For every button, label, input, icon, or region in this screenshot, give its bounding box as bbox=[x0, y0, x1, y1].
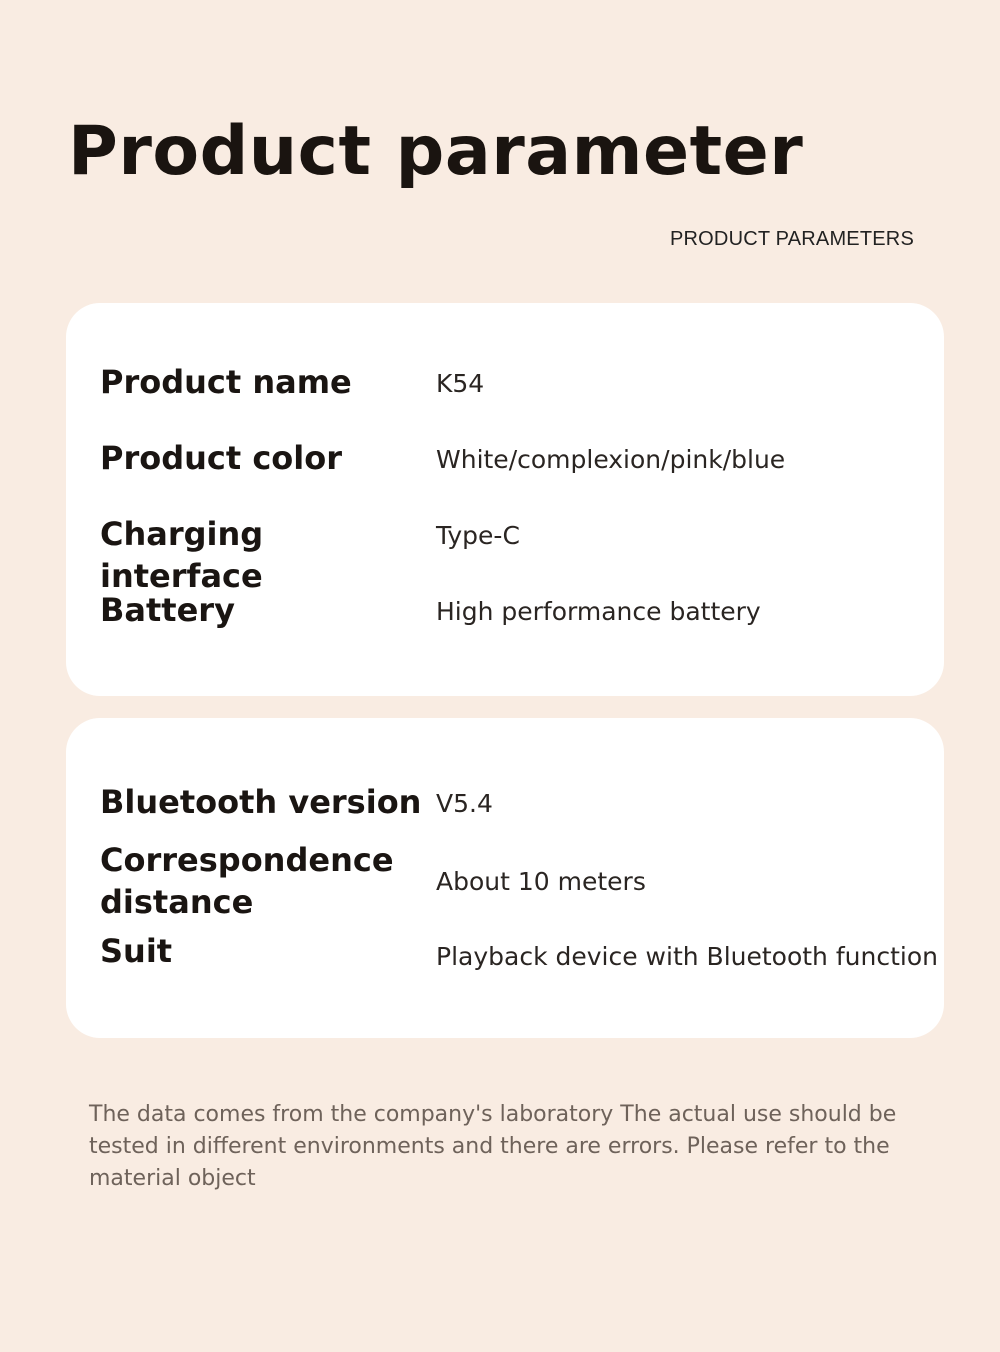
page-title: Product parameter bbox=[68, 112, 804, 191]
parameter-card-basic bbox=[66, 303, 944, 696]
disclaimer-footnote: The data comes from the company's laboratory The actual use should be tested in different environments and there are errors. Please refer to the material object bbox=[89, 1102, 897, 1191]
parameter-value: About 10 meters bbox=[436, 867, 646, 896]
parameter-label: Correspondence distance bbox=[100, 841, 394, 921]
page-subtitle: PRODUCT PARAMETERS bbox=[669, 228, 914, 250]
parameter-label: Product name bbox=[100, 363, 352, 401]
parameter-label: Battery bbox=[100, 591, 235, 629]
parameter-card-connectivity bbox=[66, 718, 944, 1038]
parameter-value: Playback device with Bluetooth function bbox=[436, 942, 938, 971]
parameter-label: Suit bbox=[100, 932, 173, 970]
parameter-value: V5.4 bbox=[436, 789, 493, 818]
parameter-value: High performance battery bbox=[436, 597, 761, 626]
parameter-value: White/complexion/pink/blue bbox=[436, 445, 786, 474]
parameter-value: K54 bbox=[436, 369, 485, 398]
parameter-label: Charging interface bbox=[100, 515, 264, 595]
parameter-label: Product color bbox=[100, 439, 342, 477]
parameter-label: Bluetooth version bbox=[100, 783, 422, 821]
parameter-value: Type-C bbox=[436, 521, 520, 550]
